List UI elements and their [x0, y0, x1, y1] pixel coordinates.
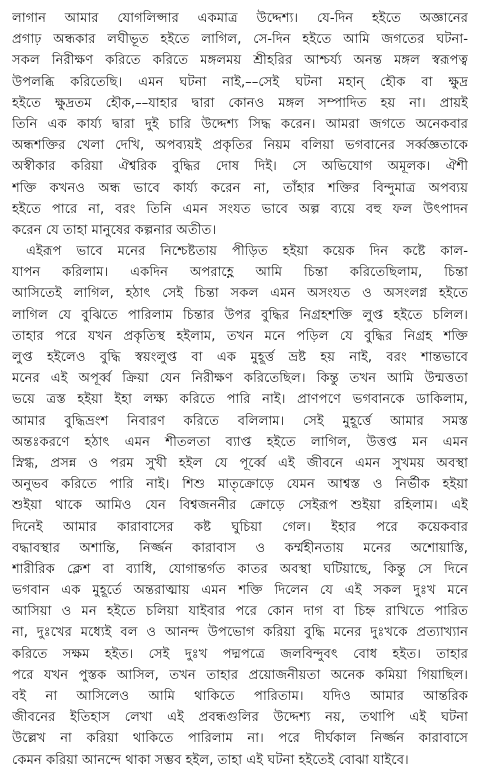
text-line: লাগান আমার যোগলিপ্সার একমাত্র উদ্দেশ্য। যে-দিন হইতে অজ্ঞানের	[12, 11, 468, 26]
text-line: তিনি এক কার্য্য দ্বারা দুই চারি উদ্দেশ্য সিদ্ধ করেন। আমরা জগতে অনেকবার	[12, 116, 468, 132]
text-line: অন্তঃকরণে হঠাৎ এমন শীতলতা ব্যাপ্ত হইতে লাগিল, উত্তপ্ত মন এমন	[12, 434, 468, 450]
text-line: লাগিল যে বুঝিতে পারিলাম চিন্তার উপর বুদ্ধির নিগ্রহশক্তি লুপ্ত হইতে চলিল।	[12, 307, 468, 323]
text-line: স্নিগ্ধ, প্রসন্ন ও পরম সুখী হইল যে পূর্ব্বে এই জীবনে এমন সুখময় অবস্থা	[12, 455, 468, 471]
text-line: তাহার পরে যখন প্রকৃতিস্থ হইলাম, তখন মনে পড়িল যে বুদ্ধির নিগ্রহ শক্তি	[12, 328, 468, 344]
text-line: না, দুঃখের মধ্যেই বল ও আনন্দ উপভোগ করিয়া বুদ্ধি মনের দুঃখকে প্রত্যাখ্যান	[12, 625, 468, 641]
text-line: দিনেই আমার কারাবাসের কষ্ট ঘুচিয়া গেল। ইহার পরে কয়েকবার	[12, 519, 468, 535]
text-line: আসিতেই লাগিল, হঠাৎ সেই চিন্তা সকল এমন অসংযত ও অসংলগ্ন হইতে	[12, 286, 468, 302]
text-line: বই না আসিলেও আমি থাকিতে পারিতাম। যদিও আমার আন্তরিক	[12, 689, 468, 704]
text-line: অস্বীকার করিয়া ঐশ্বরিক বুদ্ধির দোষ দিই। সে অভিযোগ অমূলক। ঐশী	[12, 159, 468, 175]
text-line: যাপন করিলাম। একদিন অপরাহ্ণে আমি চিন্তা করিতেছিলাম, চিন্তা	[12, 265, 468, 281]
text-line: অনুভব করিতে পারি নাই। শিশু মাতৃক্রোড়ে যেমন আশ্বস্ত ও নির্ভীক হইয়া	[12, 477, 468, 493]
text-line: হইতে ক্ষুদ্রতম হৌক,––যাহার দ্বারা কোনও মঙ্গল সম্পাদিত হয় না। প্রায়ই	[12, 95, 468, 111]
text-line: ভয়ে ত্রস্ত হইয়া ইহা লক্ষ্য করিতে পারি নাই। প্রাণপণে ভগবানকে ডাকিলাম,	[12, 392, 468, 408]
text-line: বদ্ধাবস্থার অশান্তি, নির্জ্জন কারাবাস ও কর্ম্মহীনতায় মনের অশোয়াস্তি,	[12, 540, 468, 556]
text-line: করিতে সক্ষম হইত। সেই দুঃখ পদ্মপত্রে জলবিন্দুবৎ বোধ হইত। তাহার	[12, 646, 468, 662]
text-line: ভগবান এক মুহূর্তে অন্তরাত্মায় এমন শক্তি দিলেন যে এই সকল দুঃখ মনে	[12, 583, 468, 599]
text-line: শক্তি কখনও অন্ধ ভাবে কার্য্য করেন না, তাঁহার শক্তির বিন্দুমাত্র অপব্যয়	[12, 180, 468, 196]
text-line: এইরূপ ভাবে মনের নিশ্চেষ্টতায় পীড়িত হইয়া কয়েক দিন কষ্টে কাল-	[26, 244, 468, 260]
text-line: প্রগাঢ় অন্ধকার লঘীভূত হইতে লাগিল, সে-দিন হইতে আমি জগতের ঘটনা-	[12, 32, 468, 48]
text-line: পরে যখন পুস্তক আসিল, তখন তাহার প্রয়োজনীয়তা অনেক কমিয়া গিয়াছিল।	[12, 667, 468, 683]
text-line: মনের এই অপূর্ব্ব ক্রিয়া যেন নিরীক্ষণ করিতেছিল। কিন্তু তখন আমি উন্মত্ততা	[12, 371, 468, 387]
text-line: শারীরিক ক্লেশ বা ব্যাধি, যোগান্তর্গত কাতর অবস্থা ঘটিয়াছে, কিন্তু সে দিনে	[12, 561, 468, 577]
text-line: হইতে পারে না, বরং তিনি এমন সংযত ভাবে অল্প ব্যয়ে বহু ফল উৎপাদন	[12, 201, 468, 217]
text-line: লুপ্ত হইলেও বুদ্ধি স্বয়ংলুপ্ত বা এক মুহূর্ত্ত ভ্রষ্ট হয় নাই, বরং শান্তভাবে	[12, 350, 468, 365]
text-line: সকল নিরীক্ষণ করিতে করিতে মঙ্গলময় শ্রীহরির আশ্চর্য্য অনন্ত মঙ্গল স্বরূপত্ব	[12, 53, 468, 69]
text-line: কেমন করিয়া আনন্দে থাকা সম্ভব হইল, তাহা এই ঘটনা হইতেই বোঝা যাইবে।	[12, 752, 409, 768]
text-line: শুইয়া থাকে আমিও যেন বিশ্বজননীর ক্রোড়ে সেইরূপ শুইয়া রহিলাম। এই	[12, 498, 468, 514]
text-line: জীবনের ইতিহাস লেখা এই প্রবন্ধগুলির উদ্দেশ্য নয়, তথাপি এই ঘটনা	[12, 710, 468, 726]
paragraph-2	[12, 241, 468, 771]
text-line: উপলব্ধি করিতেছি। এমন ঘটনা নাই,––সেই ঘটনা মহান্‌ হৌক বা ক্ষুদ্র	[12, 74, 468, 90]
body-text	[12, 8, 468, 771]
text-line: আমার বুদ্ধিভ্রংশ নিবারণ করিতে বলিলাম। সেই মুহূর্ত্তে আমার সমস্ত	[12, 413, 468, 429]
text-line: অন্ধশক্তির খেলা দেখি, অপব্যয়ই প্রকৃতির নিয়ম বলিয়া ভগবানের সর্ব্বজ্ঞতাকে	[12, 138, 468, 154]
paragraph-1	[12, 8, 468, 241]
text-line: করেন যে তাহা মানুষের কল্পনার অতীত।	[12, 222, 217, 238]
text-line: উল্লেখ না করিয়া থাকিতে পারিলাম না। পরে দীর্ঘকাল নির্জ্জন কারাবাসে	[12, 731, 468, 747]
text-line: আসিয়া ও মন হইতে চলিয়া যাইবার পরে কোন দাগ বা চিহ্ন রাখিতে পারিত	[12, 604, 468, 620]
